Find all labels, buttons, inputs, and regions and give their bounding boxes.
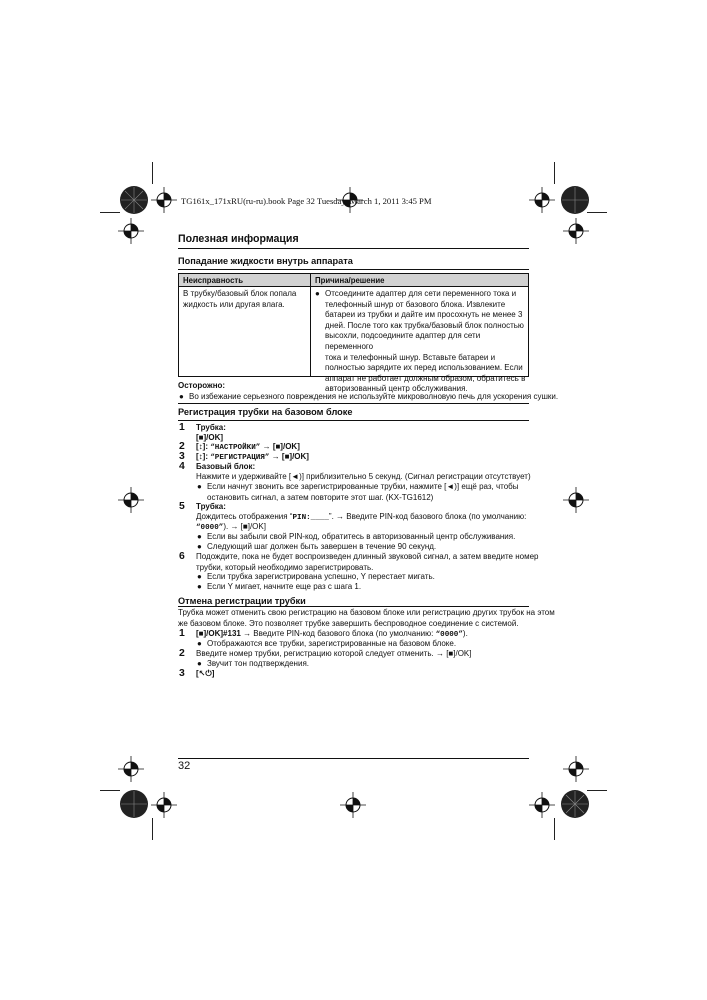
- liquid-section-title: Попадание жидкости внутрь аппарата: [178, 256, 353, 266]
- caution-text: Во избежание серьезного повреждения не используйте микроволновую печь для ускорения сушки.: [189, 392, 559, 401]
- crosshair-icon: [529, 187, 555, 213]
- dereg-step-2-note: Звучит тон подтверждения.: [207, 659, 309, 668]
- step-6-text: Подождите, пока не будет воспроизведен длинный звуковой сигнал, а затем введите номер трубки, который необходимо зарегистрировать.: [196, 552, 539, 572]
- dereg-step-1-note: Отображаются все трубки, зарегистрированные на базовом блоке.: [207, 639, 457, 648]
- crop-mark: [152, 162, 153, 184]
- divider: [178, 248, 529, 249]
- bullet: ●: [197, 532, 202, 541]
- step-2-text: [↕]: “НАСТРОЙКИ” → [■]/OK]: [196, 442, 300, 452]
- step-4-note: Если начнут звонить все зарегистрированные трубки, нажмите [◄)] ещё раз, чтобы остановить сигнал, а затем повторите этот шаг. (KX-TG1612): [207, 482, 519, 502]
- crop-mark: [100, 790, 120, 791]
- crop-mark: [587, 212, 607, 213]
- crosshair-icon: [563, 756, 589, 782]
- deregistration-intro: Трубка может отменить свою регистрацию на базовом блоке или регистрацию других трубок на этом же базовом блоке. Это позволяет трубке завершить беспроводное соединение с системой.: [178, 608, 555, 628]
- divider: [178, 269, 529, 270]
- crosshair-icon: [118, 756, 144, 782]
- step-1-label: Трубка:: [196, 423, 226, 432]
- crosshair-icon: [563, 487, 589, 513]
- step-number: 2: [179, 441, 185, 452]
- page-section-title: Полезная информация: [178, 233, 299, 245]
- divider: [178, 403, 529, 404]
- divider: [178, 420, 529, 421]
- crosshair-icon: [151, 792, 177, 818]
- column-header-solution: Причина/решение: [315, 276, 385, 285]
- table-header-row: [179, 274, 528, 287]
- step-3-text: [↕]: “РЕГИСТРАЦИЯ” → [■]/OK]: [196, 452, 309, 462]
- step-number: 6: [179, 551, 185, 562]
- divider: [178, 606, 529, 607]
- dereg-step-1-text: [■]/OK]#131 → Введите PIN-код базового блока (по умолчанию: “0000”).: [196, 629, 468, 639]
- bullet: ●: [179, 392, 184, 401]
- crop-mark: [554, 162, 555, 184]
- step-number: 4: [179, 461, 185, 472]
- registration-section-title: Регистрация трубки на базовом блоке: [178, 407, 353, 417]
- bullet: ●: [197, 542, 202, 551]
- step-5-label: Трубка:: [196, 502, 226, 511]
- bullet: ●: [197, 582, 202, 591]
- solution-bullet: ●: [315, 289, 320, 298]
- step-6-note-a: Если трубка зарегистрирована успешно, Y перестает мигать.: [207, 572, 435, 581]
- footer-divider: [178, 758, 529, 759]
- crosshair-icon: [340, 792, 366, 818]
- step-5-note-b: Следующий шаг должен быть завершен в течение 90 секунд.: [207, 542, 437, 551]
- step-5-note-a: Если вы забыли свой PIN-код, обратитесь в авторизованный центр обслуживания.: [207, 532, 516, 541]
- step-number: 2: [179, 648, 185, 659]
- bullet: ●: [197, 639, 202, 648]
- step-4-label: Базовый блок:: [196, 462, 256, 471]
- caution-label: Осторожно:: [178, 381, 226, 390]
- step-5-text: Дождитесь отображения “PIN:____”. → Введите PIN-код базового блока (по умолчанию:: [196, 512, 527, 522]
- deregistration-section-title: Отмена регистрации трубки: [178, 596, 306, 606]
- off-key: [↖⏻]: [196, 669, 215, 678]
- crop-mark: [100, 212, 120, 213]
- crop-mark: [554, 818, 555, 840]
- bullet: ●: [197, 572, 202, 581]
- crosshair-icon: [151, 187, 177, 213]
- filled-registration-mark-br: [559, 788, 591, 820]
- step-number: 3: [179, 668, 185, 679]
- crosshair-icon: [563, 218, 589, 244]
- step-4-text: Нажмите и удерживайте [◄)] приблизительно 5 секунд. (Сигнал регистрации отсутствует): [196, 472, 531, 481]
- bullet: ●: [197, 659, 202, 668]
- step-number: 3: [179, 451, 185, 462]
- solution-cell: Отсоедините адаптер для сети переменного тока и телефонный шнур от базового блока. Извлеките батареи из трубки и дайте им просохнуть не менее 3 дней. После того как трубка/базовый блок полностью высохли, подсоедините адаптер для сети переменного тока и телефонный шнур. Вставьте батареи и полностью зарядите их перед использованием. Если аппарат не работает должным образом, обратитесь в авторизованный центр обслуживания.: [325, 289, 526, 394]
- problem-cell: В трубку/базовый блок попала жидкость или другая влага.: [183, 289, 297, 309]
- page-number: 32: [178, 760, 191, 772]
- crop-mark: [152, 818, 153, 840]
- bullet: ●: [197, 482, 202, 491]
- dereg-step-2-text: Введите номер трубки, регистрацию которой следует отменить. → [■]/OK]: [196, 649, 472, 658]
- column-header-problem: Неисправность: [183, 276, 244, 285]
- step-number: 1: [179, 422, 185, 433]
- step-5-text-cont: “0000”). → [■]/OK]: [196, 522, 266, 532]
- crosshair-icon: [529, 792, 555, 818]
- ok-key: [■]/OK]: [196, 433, 224, 442]
- crop-mark: [587, 790, 607, 791]
- step-number: 5: [179, 501, 185, 512]
- step-6-note-b: Если Y мигает, начните еще раз с шага 1.: [207, 582, 362, 591]
- column-divider: [310, 274, 311, 376]
- book-file-header: TG161x_171xRU(ru-ru).book Page 32 Tuesday, March 1, 2011 3:45 PM: [181, 196, 432, 206]
- step-number: 1: [179, 628, 185, 639]
- filled-registration-mark-tl: [118, 184, 150, 216]
- filled-registration-mark-bl: [118, 788, 150, 820]
- crosshair-icon: [118, 218, 144, 244]
- crosshair-icon: [118, 487, 144, 513]
